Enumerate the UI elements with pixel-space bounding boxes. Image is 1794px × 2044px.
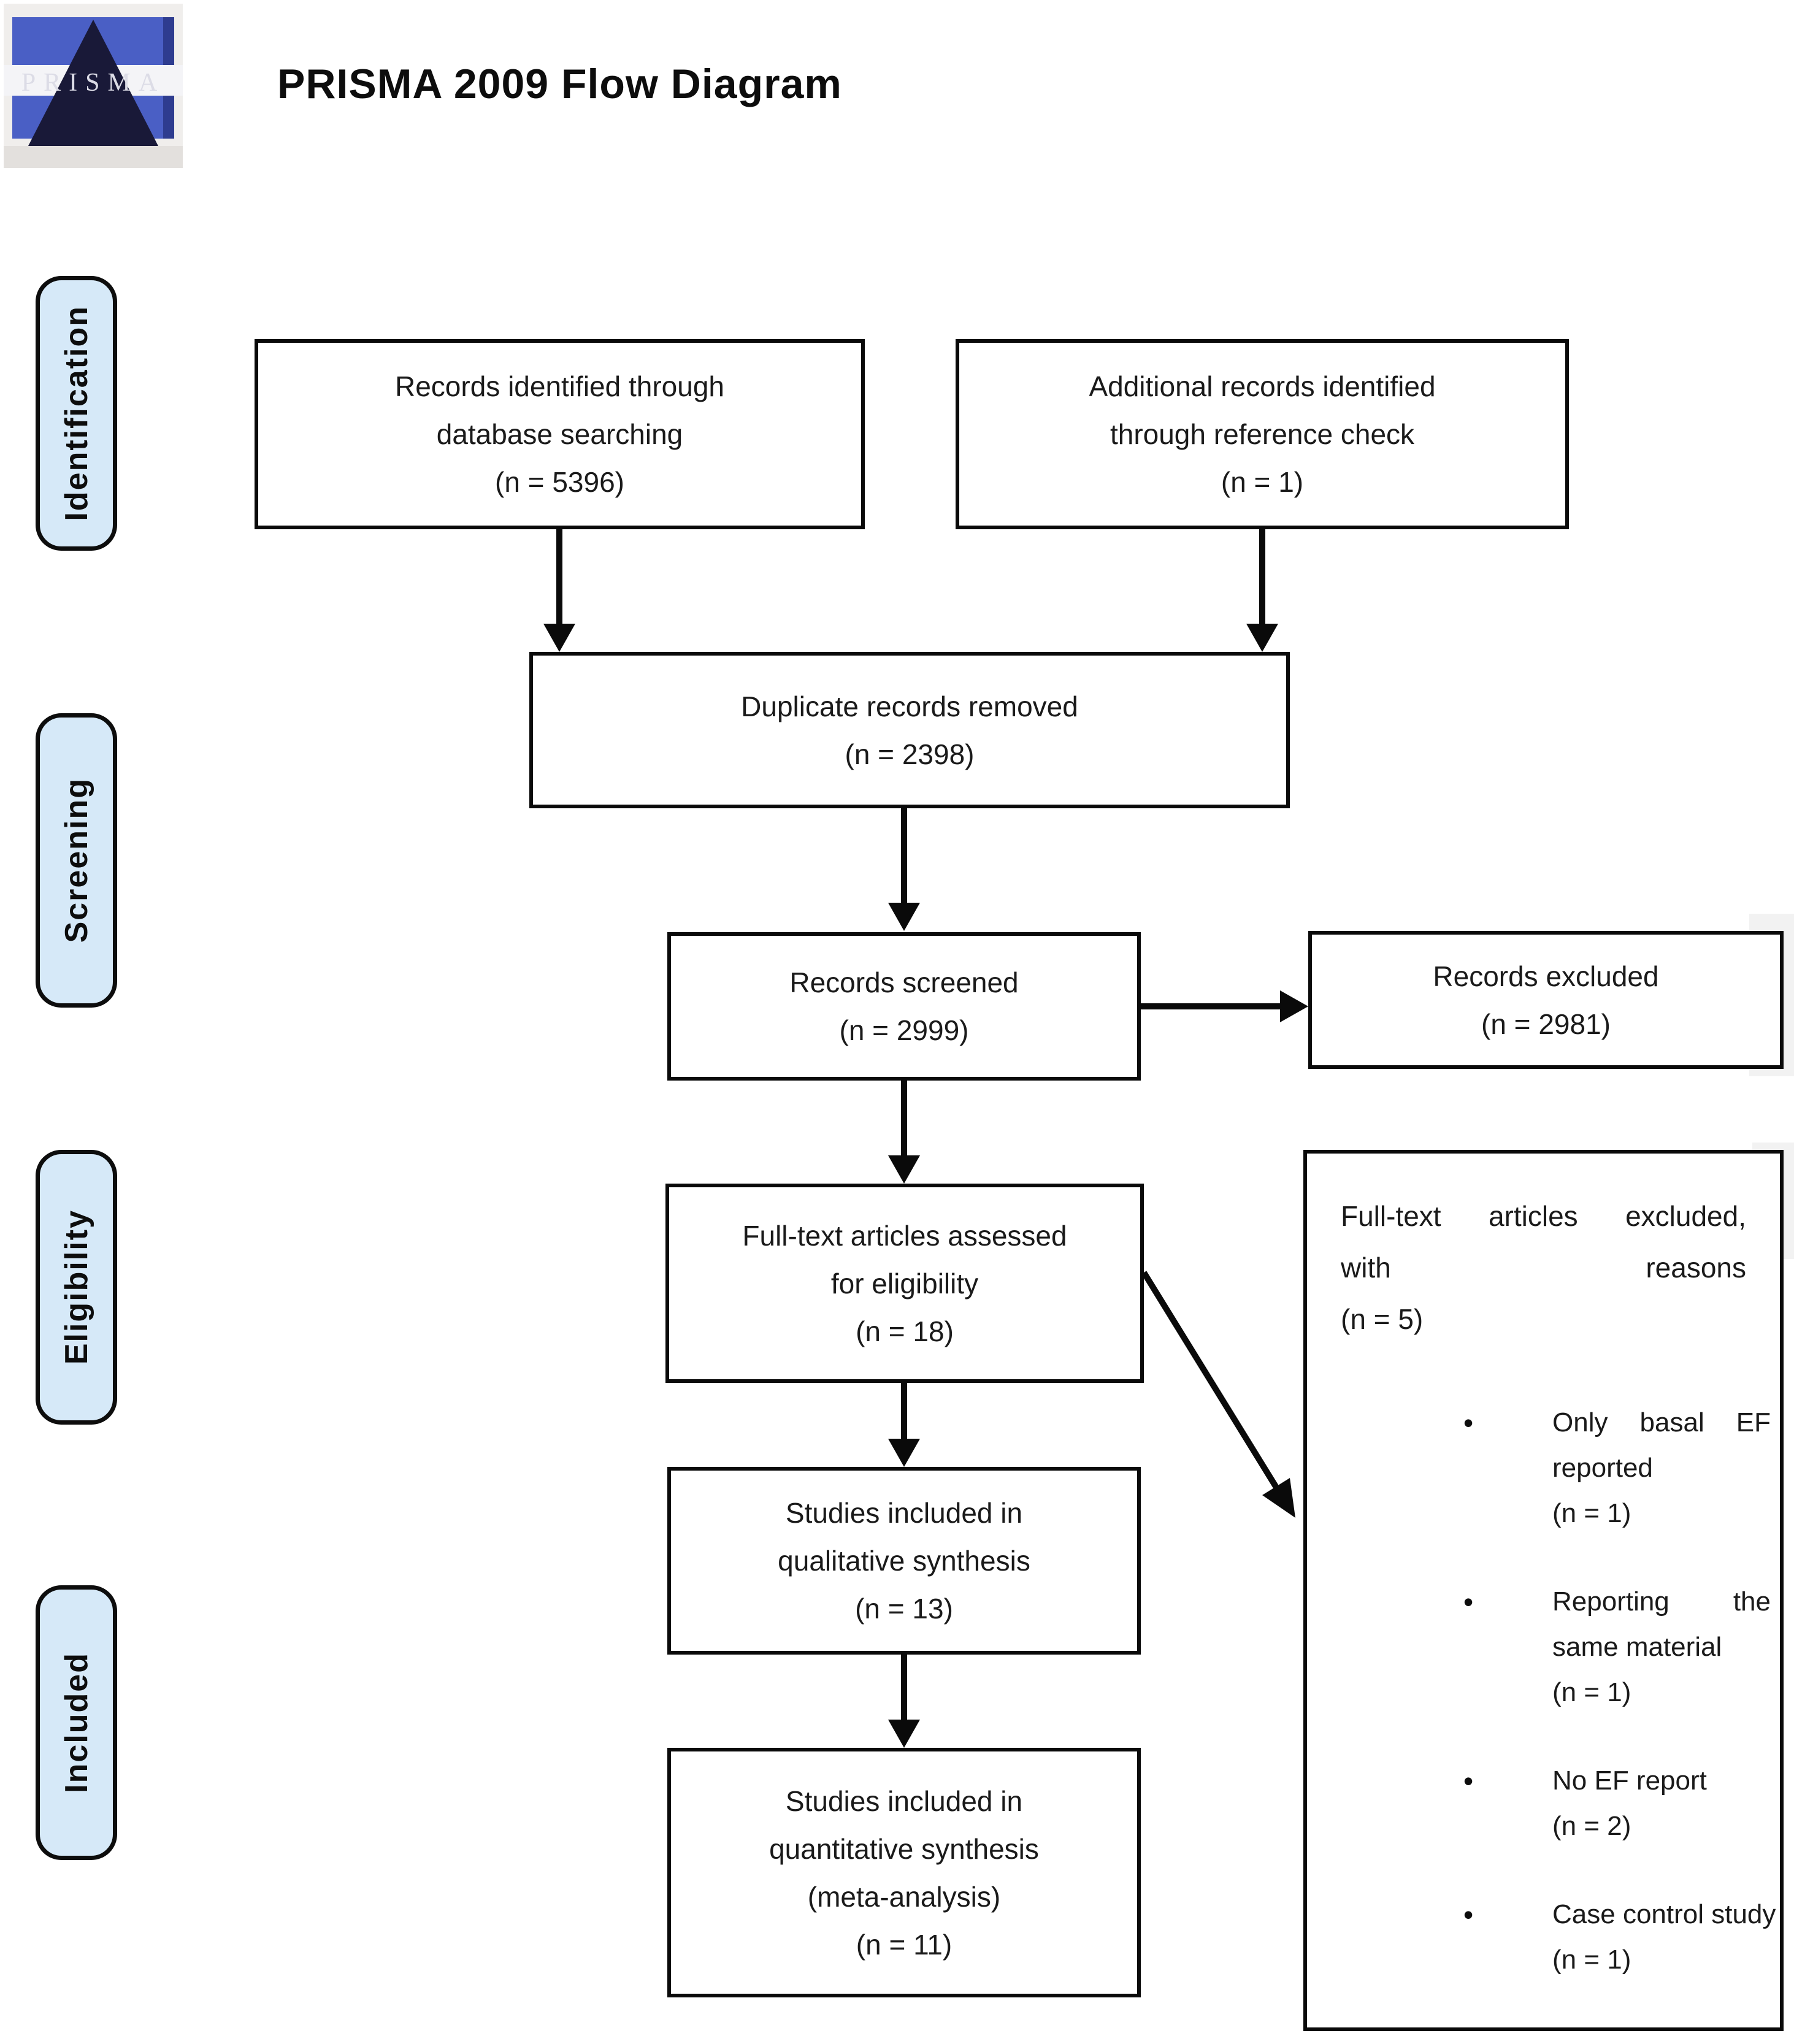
arrowhead-down-icon: [888, 903, 920, 931]
arrowhead-down-icon: [1246, 624, 1278, 652]
box-text-line: (n = 18): [856, 1315, 954, 1347]
box-text-line: Additional records identified: [1089, 370, 1436, 402]
text-line: Reporting the: [1552, 1587, 1771, 1617]
exclusion-reason-text: [1552, 1400, 1780, 1536]
sidebar-stage-included: [36, 1585, 117, 1860]
box-text-line: database searching: [436, 418, 683, 450]
box-text-line: (n = 5396): [495, 466, 624, 498]
box-records-excluded: [1308, 931, 1784, 1069]
arrow-additional-to-duplicates: [1259, 529, 1265, 626]
arrowhead-diagonal-icon: [1262, 1478, 1295, 1518]
text-line: reported: [1552, 1453, 1653, 1483]
text-line: same material: [1552, 1632, 1722, 1662]
box-qualitative-synthesis: [667, 1467, 1141, 1655]
exclusion-reason-text: [1552, 1892, 1785, 1983]
arrowhead-down-icon: [888, 1720, 920, 1748]
arrowhead-down-icon: [888, 1439, 920, 1467]
fulltext-excluded-header: [1307, 1190, 1780, 1345]
box-records-identified: [255, 339, 865, 529]
text-line: (n = 1): [1552, 1945, 1631, 1975]
page-title: PRISMA 2009 Flow Diagram: [277, 61, 842, 107]
box-text-line: Records excluded: [1433, 960, 1659, 992]
box-text-line: through reference check: [1110, 418, 1415, 450]
prisma-logo: [4, 4, 183, 168]
box-text-line: Studies included in: [785, 1785, 1023, 1817]
sidebar-stage-identification: [36, 276, 117, 551]
arrow-identified-to-duplicates: [556, 529, 562, 626]
box-text-line: (n = 2981): [1481, 1008, 1611, 1040]
box-quantitative-synthesis: [667, 1748, 1141, 1997]
arrow-qualitative-to-quantitative: [901, 1655, 907, 1722]
arrowhead-down-icon: [888, 1155, 920, 1184]
arrow-duplicates-to-screened: [901, 808, 907, 905]
arrowhead-down-icon: [543, 624, 575, 652]
stage-label: Eligibility: [58, 1209, 94, 1365]
text-line: (n = 1): [1552, 1677, 1631, 1707]
text-line: (n = 1): [1552, 1498, 1631, 1528]
stage-label: Included: [58, 1652, 94, 1793]
box-text-line: Duplicate records removed: [741, 690, 1078, 722]
box-text-line: (n = 2398): [845, 738, 975, 770]
exclusion-reason-item: [1307, 1400, 1780, 1536]
stage-label: Screening: [58, 778, 94, 943]
exclusion-reason-item: [1307, 1579, 1780, 1715]
box-text-line: Records screened: [789, 966, 1019, 998]
box-text-line: quantitative synthesis: [769, 1832, 1039, 1865]
arrow-screened-to-excluded: [1141, 1003, 1282, 1009]
text-line: (n = 2): [1552, 1811, 1631, 1841]
box-text-line: (meta-analysis): [807, 1880, 1001, 1913]
logo-wordmark: PRISMA: [21, 69, 166, 97]
box-additional-records: [956, 339, 1569, 529]
bullet-icon: •: [1463, 1899, 1474, 1931]
sidebar-stage-eligibility: [36, 1150, 117, 1425]
arrow-fulltext-to-qualitative: [901, 1383, 907, 1441]
box-text-line: qualitative synthesis: [778, 1545, 1030, 1577]
text-line: (n = 5): [1341, 1303, 1424, 1335]
box-text-line: Full-text articles assessed: [742, 1219, 1067, 1252]
stage-label: Identification: [58, 305, 94, 521]
text-line: Only basal EF: [1552, 1407, 1771, 1437]
box-fulltext-assessed: [665, 1184, 1144, 1383]
box-text-line: (n = 1): [1221, 466, 1304, 498]
exclusion-reasons-list: [1307, 1400, 1780, 2026]
box-text-line: (n = 11): [856, 1928, 953, 1961]
text-line: No EF report: [1552, 1766, 1707, 1796]
text-line: Case control study: [1552, 1899, 1776, 1929]
logo-bottom-strip: [4, 146, 183, 168]
box-fulltext-excluded: [1303, 1150, 1784, 2031]
box-text-line: for eligibility: [830, 1267, 979, 1300]
arrow-fulltext-to-excluded: [1135, 1257, 1313, 1533]
exclusion-reason-item: [1307, 1758, 1780, 1849]
box-duplicates-removed: [529, 652, 1290, 808]
exclusion-reason-text: [1552, 1579, 1780, 1715]
exclusion-reason-text: [1552, 1758, 1780, 1849]
text-line: with reasons: [1341, 1252, 1746, 1284]
text-line: Full-text articles excluded,: [1341, 1200, 1746, 1232]
box-records-screened: [667, 932, 1141, 1081]
bullet-icon: •: [1463, 1586, 1474, 1618]
bullet-icon: •: [1463, 1765, 1474, 1797]
exclusion-reason-item: [1307, 1892, 1780, 1983]
box-text-line: (n = 2999): [839, 1014, 969, 1046]
arrow-screened-to-fulltext: [901, 1081, 907, 1157]
arrowhead-right-icon: [1280, 990, 1308, 1022]
box-text-line: Records identified through: [395, 370, 724, 402]
box-text-line: Studies included in: [785, 1497, 1023, 1529]
bullet-icon: •: [1463, 1407, 1474, 1439]
box-text-line: (n = 13): [855, 1593, 953, 1625]
sidebar-stage-screening: [36, 713, 117, 1008]
